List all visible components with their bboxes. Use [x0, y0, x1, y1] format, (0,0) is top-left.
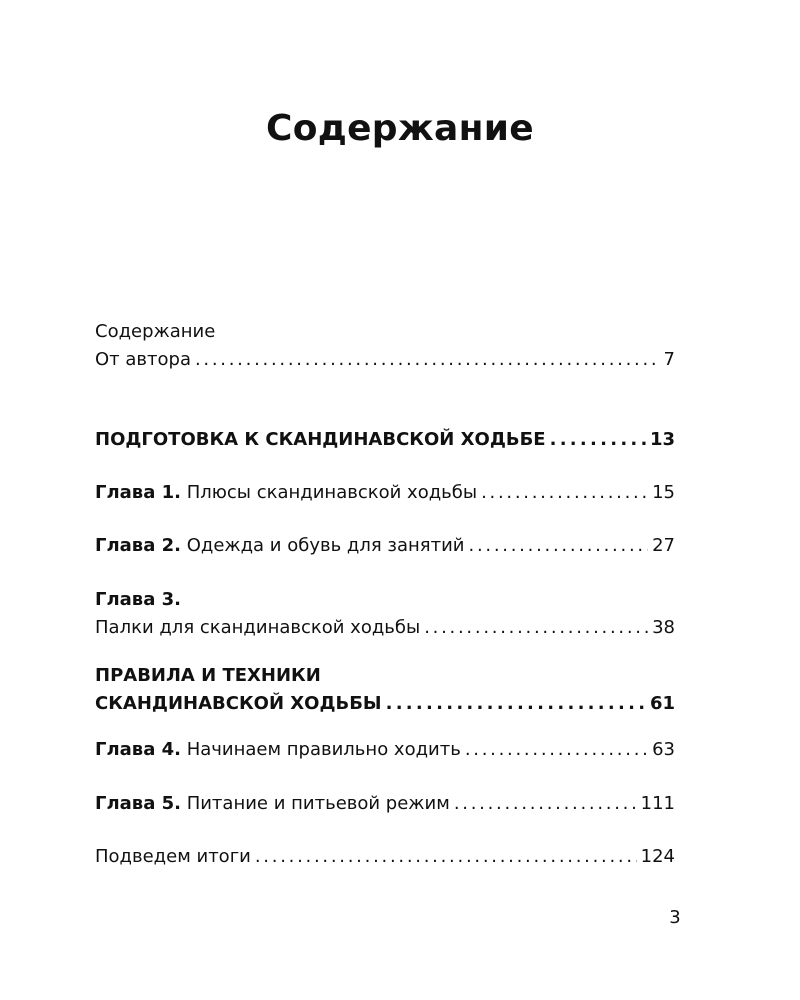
toc-entry-label-line2: СКАНДИНАВСКОЙ ХОДЬБЫ	[95, 693, 382, 714]
toc-entry-from-author[interactable]	[95, 346, 675, 374]
toc-entry-page: 13	[649, 429, 675, 450]
toc-entry-page: 111	[640, 793, 675, 814]
leader-dots	[255, 843, 637, 871]
page-number: 3	[669, 907, 681, 928]
toc-entry-label: Подведем итоги	[95, 846, 251, 867]
toc-entry-chapter-4[interactable]	[95, 736, 675, 764]
toc-entry-label: Питание и питьевой режим	[186, 793, 450, 814]
page-title: Содержание	[265, 108, 535, 149]
leader-dots	[454, 790, 637, 818]
toc-entry-chapter-2[interactable]	[95, 532, 675, 560]
toc-entry-label-line1: ПРАВИЛА И ТЕХНИКИ	[95, 665, 321, 686]
toc-entry-chapter-3[interactable]	[95, 586, 675, 642]
leader-dots	[195, 346, 660, 374]
toc-chapter-prefix: Глава 3.	[95, 589, 181, 610]
leader-dots	[481, 479, 648, 507]
toc-entry-label: Одежда и обувь для занятий	[186, 535, 465, 556]
toc-chapter-prefix: Глава 1.	[95, 482, 181, 503]
toc-entry-page: 124	[640, 846, 675, 867]
toc-entry-part2[interactable]	[95, 662, 675, 718]
toc-entry-label: ПОДГОТОВКА К СКАНДИНАВСКОЙ ХОДЬБЕ	[95, 429, 546, 450]
leader-dots	[386, 690, 646, 718]
toc-entry-summary[interactable]	[95, 843, 675, 871]
leader-dots	[465, 736, 648, 764]
toc-entry-label: Плюсы скандинавской ходьбы	[186, 482, 478, 503]
toc-entry-page: 61	[649, 693, 675, 714]
toc-chapter-prefix: Глава 4.	[95, 739, 181, 760]
toc-entry-page: 15	[652, 482, 675, 503]
toc-entry-label: От автора	[95, 349, 191, 370]
toc-contents-label: Содержание	[95, 321, 216, 342]
toc-entry-chapter-1[interactable]	[95, 479, 675, 507]
toc-entry-part1[interactable]	[95, 426, 675, 454]
toc-entry-page: 38	[652, 617, 675, 638]
toc-entry-label: Палки для скандинавской ходьбы	[95, 617, 421, 638]
leader-dots	[550, 426, 646, 454]
toc-entry-label: Начинаем правильно ходить	[186, 739, 461, 760]
toc-entry-chapter-5[interactable]	[95, 790, 675, 818]
leader-dots	[424, 614, 648, 642]
toc-entry-page: 7	[663, 349, 675, 370]
toc-chapter-prefix: Глава 2.	[95, 535, 181, 556]
leader-dots	[469, 532, 649, 560]
toc-chapter-prefix: Глава 5.	[95, 793, 181, 814]
toc-entry-page: 27	[652, 535, 675, 556]
toc-entry-page: 63	[652, 739, 675, 760]
